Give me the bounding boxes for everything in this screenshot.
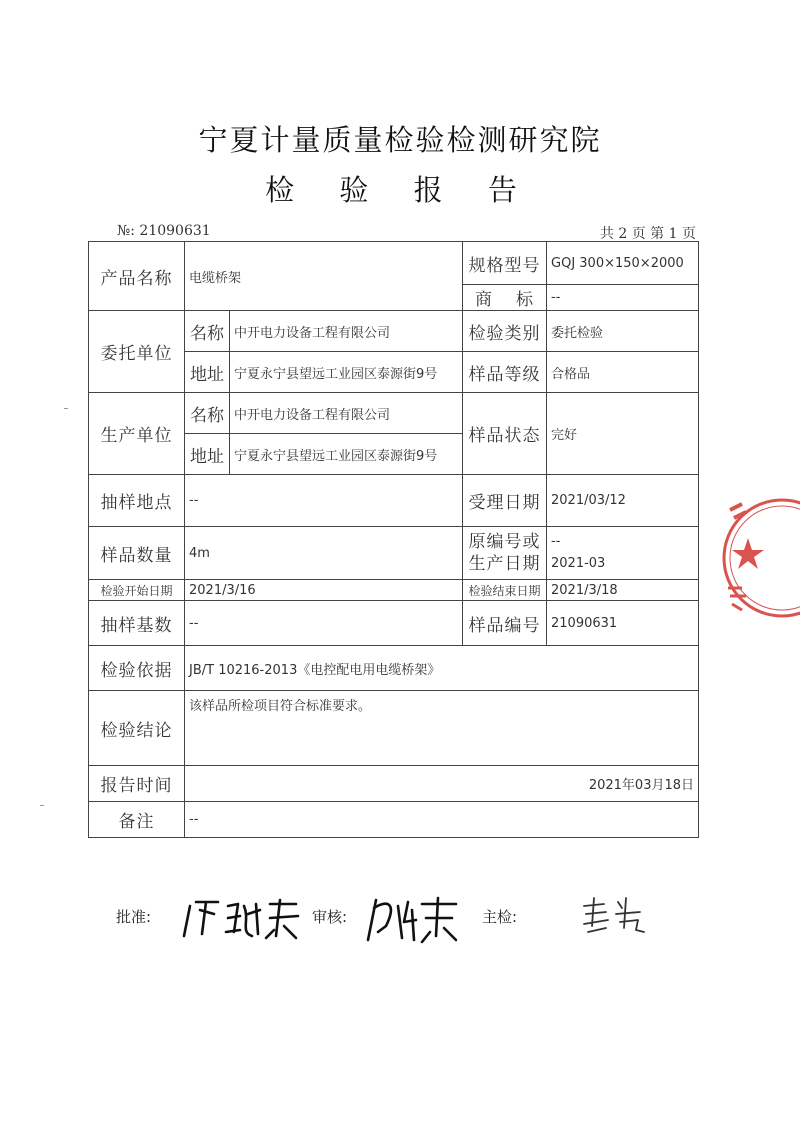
received-date-value: 2021/03/12: [547, 475, 699, 527]
sample-qty-value: 4m: [185, 527, 463, 580]
client-name-value: 中开电力设备工程有限公司: [230, 311, 463, 352]
inspection-type-value: 委托检验: [547, 311, 699, 352]
conclusion-value: 该样品所检项目符合标准要求。: [185, 691, 699, 766]
client-address-label: 地址: [185, 352, 230, 393]
start-date-label: 检验开始日期: [89, 580, 185, 601]
orig-no-value-line1: --: [551, 534, 561, 549]
conclusion-label: 检验结论: [89, 691, 185, 766]
chief-label: 主检:: [482, 908, 518, 926]
client-address-value: 宁夏永宁县望远工业园区泰源街9号: [230, 352, 463, 393]
basis-label: 检验依据: [89, 646, 185, 691]
table-row: [89, 601, 699, 646]
orig-no-label: [463, 527, 547, 580]
reviewer-signature: [364, 892, 464, 947]
report-number: №: 21090631: [117, 223, 211, 239]
spec-model-value: GQJ 300×150×2000: [547, 242, 699, 285]
approver-signature: [178, 892, 303, 942]
review-label: 审核:: [312, 908, 348, 926]
sampling-base-value: --: [185, 601, 463, 646]
report-time-label: 报告时间: [89, 766, 185, 802]
report-table: [88, 241, 699, 838]
sample-grade-value: 合格品: [547, 352, 699, 393]
remarks-value: --: [185, 802, 699, 838]
table-row: [89, 766, 699, 802]
product-name-label: 产品名称: [89, 242, 185, 311]
producer-address-value: 宁夏永宁县望远工业园区泰源街9号: [230, 434, 463, 475]
inspection-type-label: 检验类别: [463, 311, 547, 352]
sampling-site-label: 抽样地点: [89, 475, 185, 527]
document-title: 检 验 报 告: [265, 173, 535, 207]
basis-value: JB/T 10216-2013《电控配电用电缆桥架》: [185, 646, 699, 691]
producer-label: 生产单位: [89, 393, 185, 475]
sample-no-label: 样品编号: [463, 601, 547, 646]
table-row: [89, 527, 699, 580]
table-row: [89, 475, 699, 527]
official-seal: [712, 488, 800, 628]
client-label: 委托单位: [89, 311, 185, 393]
sample-grade-label: 样品等级: [463, 352, 547, 393]
table-row: [89, 311, 699, 352]
received-date-label: 受理日期: [463, 475, 547, 527]
producer-address-label: 地址: [185, 434, 230, 475]
producer-name-label: 名称: [185, 393, 230, 434]
spec-model-label: 规格型号: [463, 242, 547, 285]
table-row: [89, 802, 699, 838]
producer-name-value: 中开电力设备工程有限公司: [230, 393, 463, 434]
sampling-base-label: 抽样基数: [89, 601, 185, 646]
remarks-label: 备注: [89, 802, 185, 838]
report-time-value: 2021年03月18日: [185, 766, 699, 802]
approve-label: 批准:: [116, 908, 152, 926]
page-info: 共 2 页 第 1 页: [599, 226, 696, 242]
trademark-label: 商标: [463, 285, 547, 311]
end-date-value: 2021/3/18: [547, 580, 699, 601]
sampling-site-value: --: [185, 475, 463, 527]
signature-row: [0, 892, 800, 952]
table-row: [89, 242, 699, 285]
client-name-label: 名称: [185, 311, 230, 352]
product-name-value: 电缆桥架: [185, 242, 463, 311]
table-row: [89, 580, 699, 601]
sample-no-value: 21090631: [547, 601, 699, 646]
sample-state-label: 样品状态: [463, 393, 547, 475]
sample-state-value: 完好: [547, 393, 699, 475]
institute-name: 宁夏计量质量检验检测研究院: [198, 123, 602, 157]
trademark-value: --: [547, 285, 699, 311]
orig-no-label-line2: 生产日期: [468, 554, 541, 574]
sample-qty-label: 样品数量: [89, 527, 185, 580]
table-row: [89, 646, 699, 691]
table-row: [89, 393, 699, 434]
end-date-label: 检验结束日期: [463, 580, 547, 601]
chief-inspector-signature: [578, 892, 648, 937]
production-date-value: 2021-03: [551, 556, 606, 571]
table-row: [89, 691, 699, 766]
orig-no-label-line1: 原编号或: [468, 532, 541, 552]
orig-no-value: [547, 527, 699, 580]
start-date-value: 2021/3/16: [185, 580, 463, 601]
